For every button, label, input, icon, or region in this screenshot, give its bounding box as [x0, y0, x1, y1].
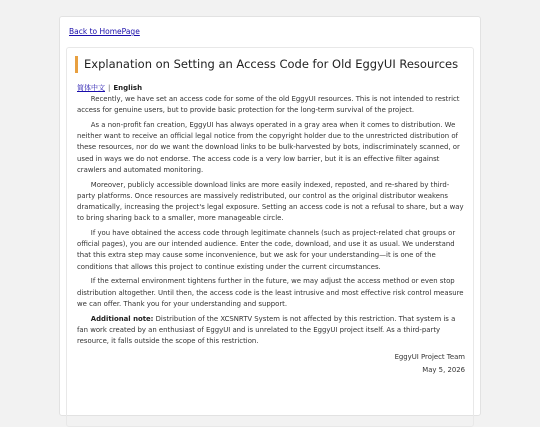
back-to-homepage-link[interactable]: Back to HomePage [69, 27, 140, 36]
lang-separator: | [108, 84, 111, 92]
article-body [77, 94, 465, 377]
title-accent-bar [75, 56, 78, 73]
article-title: Explanation on Setting an Access Code for Old EggyUI Resources [84, 57, 459, 71]
lang-chinese-link[interactable]: 简体中文 [77, 84, 105, 92]
paragraph: If the external environment tightens further in the future, we may adjust the access method or even stop distribution altogether. Until then, the access code is the least intrusive and most effective risk control measure we can offer. Thank you for your understanding and support. [77, 277, 464, 308]
note-label: Additional note: [90, 314, 154, 323]
paragraph: Moreover, publicly accessible download links are more easily indexed, reposted, and re-shared by third-party platforms. Once resources are massively redistributed, our control as the original distributor weakens dramatically, increasing the project's legal exposure. Setting an access code is not a refusal to share, but a way to bring sharing back to a smaller, more manageable circle. [77, 180, 464, 223]
language-switcher [77, 83, 142, 93]
paragraph: Recently, we have set an access code for some of the old EggyUI resources. This is not intended to restrict access for genuine users, but to provide basic protection for the long-term survival of the project. [77, 95, 460, 115]
note-text: Distribution of the XCSNRTV System is not affected by this restriction. That system is a fan work created by an enthusiast of EggyUI and is unrelated to the EggyUI project itself. As a third-party resource, it falls outside the scope of this restriction. [77, 314, 456, 346]
signature-team: EggyUI Project Team [394, 352, 465, 361]
signature [77, 351, 465, 377]
paragraph: If you have obtained the access code through legitimate channels (such as project-related chat groups or official pages), you are our intended audience. Enter the code, download, and use it as usual. We understand that this extra step may cause some inconvenience, but we ask for your understanding—it is one of the conditions that allows this project to continue existing under the current circumstances. [77, 229, 456, 271]
signature-date: May 5, 2026 [422, 365, 465, 374]
article-panel [66, 47, 474, 427]
content-card [59, 16, 481, 416]
lang-english-current: English [113, 84, 143, 92]
paragraph: As a non-profit fan creation, EggyUI has always operated in a gray area when it comes to distribution. We neither want to receive an official legal notice from the copyright holder due to the unrestricted distribution of these resources, nor do we want the download links to be bulk-harvested by bots, indiscriminately scanned, or used in ways we do not endorse. The access code is a very low barrier, but it is an effective filter against crawlers and automated monitoring. [77, 121, 460, 174]
additional-note [77, 314, 465, 348]
